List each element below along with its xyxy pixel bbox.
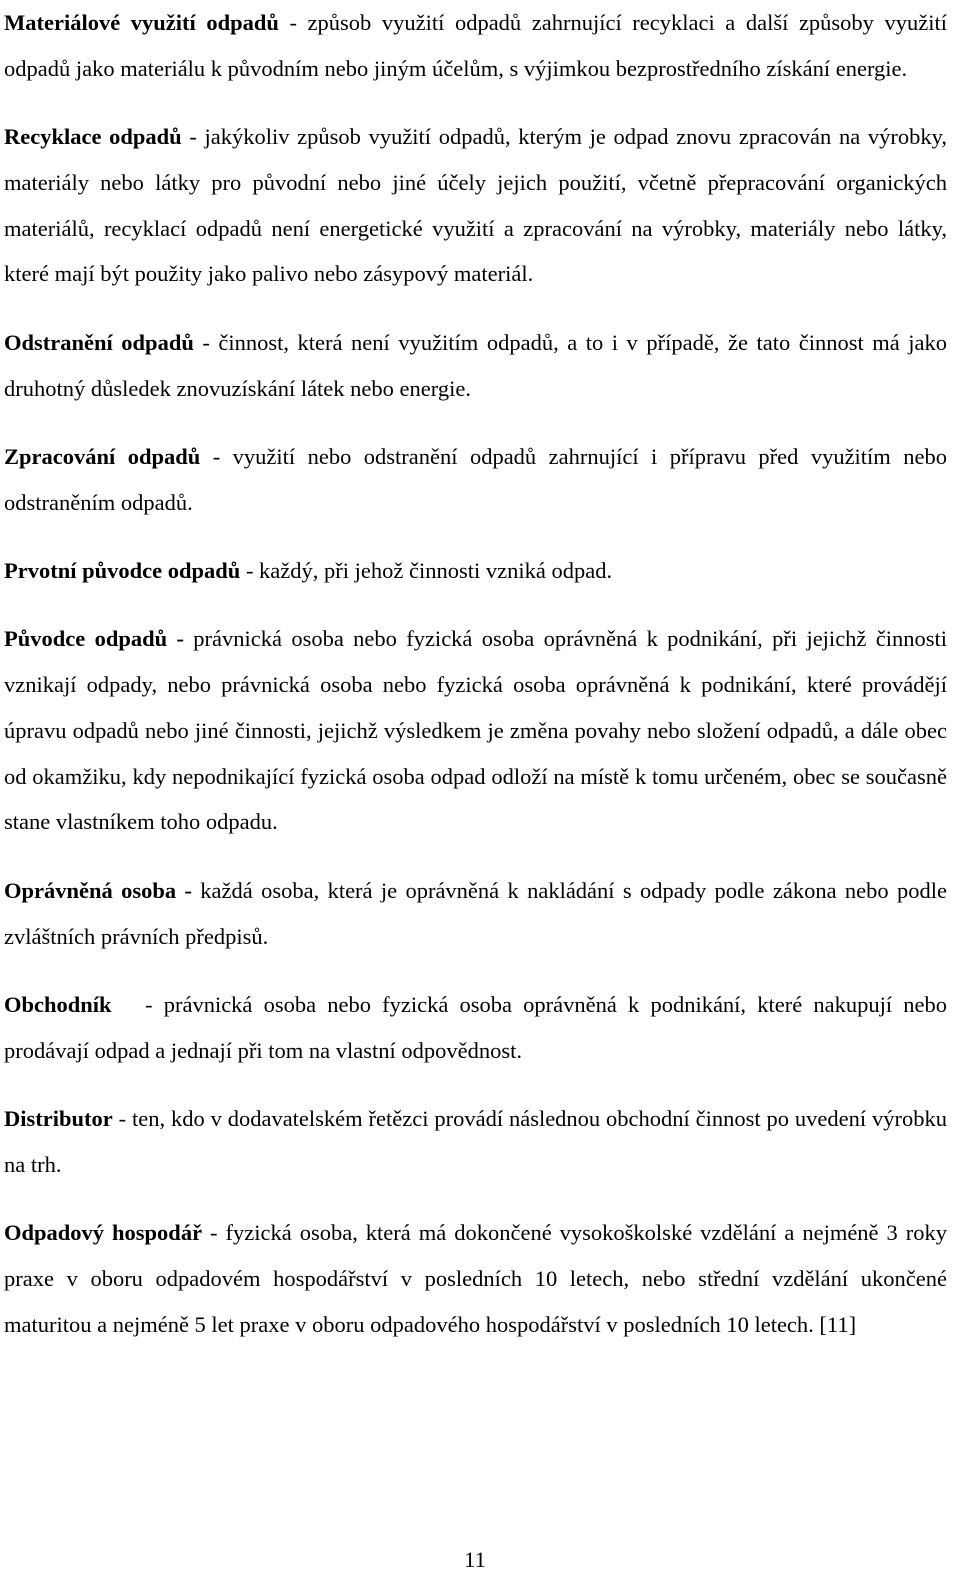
definition-text: - činnost, která není využitím odpadů, a to i v případě, že tato činnost má jako druhotný důsledek znovuzískání látek nebo energie. bbox=[4, 329, 947, 401]
definition-text: každá osoba, která je oprávněná k nakládání s odpady podle zákona nebo podle zvláštních právních předpisů. bbox=[4, 877, 947, 949]
definition-term: Recyklace odpadů bbox=[4, 124, 182, 150]
definition-term: Odstranění odpadů bbox=[4, 329, 194, 355]
definition-text: - jakýkoliv způsob využití odpadů, kterým je odpad znovu zpracován na výrobky, materiály nebo látky pro původní nebo jiné účely jejich použití, včetně přepracování organických materiálů, recyklací odpadů není energetické využití a zpracování na výrobky, materiály nebo látky, které mají být použity jako palivo nebo zásypový materiál. bbox=[4, 124, 948, 287]
page-number: 11 bbox=[464, 1547, 486, 1572]
definition-term: Obchodník bbox=[4, 991, 112, 1017]
definition-term: Odpadový hospodář bbox=[4, 1220, 203, 1246]
definition-odpadovy-hospodar bbox=[4, 1210, 947, 1347]
definition-text: právnická osoba nebo fyzická osoba oprávněná k podnikání, při jejichž činnosti vznikají odpady, nebo právnická osoba nebo fyzická osoba oprávněná k podnikání, které provádějí úpravu odpadů nebo jiné činnosti, jejichž výsledkem je změna povahy nebo složení odpadů, a dále obec od okamžiku, kdy nepodnikající fyzická osoba odpad odloží na místě k tomu určeném, obec se současně stane vlastníkem toho odpadu. bbox=[4, 626, 947, 835]
definition-zpracovani-odpadu bbox=[4, 434, 947, 526]
definition-distributor bbox=[4, 1096, 947, 1188]
definition-text: - právnická osoba nebo fyzická osoba oprávněná k podnikání, které nakupují nebo prodávají odpad a jednají při tom na vlastní odpovědnost. bbox=[4, 991, 953, 1063]
definition-materialove-vyuziti bbox=[4, 0, 947, 92]
definition-term: Prvotní původce odpadů bbox=[4, 557, 241, 583]
definition-text: - využití nebo odstranění odpadů zahrnující i přípravu před využitím nebo odstraněním odpadů. bbox=[4, 443, 947, 515]
document-page bbox=[4, 0, 953, 1347]
definition-odstraneni-odpadu bbox=[4, 320, 947, 412]
definition-text: - každý, při jehož činnosti vzniká odpad. bbox=[240, 557, 613, 583]
definition-text: - ten, kdo v dodavatelském řetězci provádí následnou obchodní činnost po uvedení výrobku na trh. bbox=[4, 1105, 947, 1177]
definition-puvodce-odpadu bbox=[4, 616, 947, 845]
definition-term: Oprávněná osoba - bbox=[4, 877, 192, 903]
definition-prvotni-puvodce bbox=[4, 548, 947, 594]
definition-term: Zpracování odpadů bbox=[4, 443, 201, 469]
definition-text: - způsob využití odpadů zahrnující recyklaci a další způsoby využití odpadů jako materiálu k původním nebo jiným účelům, s výjimkou bezprostředního získání energie. bbox=[4, 10, 947, 81]
definition-term: Distributor bbox=[4, 1105, 113, 1131]
definition-term: Původce odpadů - bbox=[4, 626, 184, 652]
definition-obchodnik bbox=[4, 982, 953, 1074]
definition-opravnena-osoba bbox=[4, 868, 947, 960]
definition-text: - fyzická osoba, která má dokončené vysokoškolské vzdělání a nejméně 3 roky praxe v oboru odpadovém hospodářství v posledních 10 letech, nebo střední vzdělání ukončené maturitou a nejméně 5 let praxe v oboru odpadového hospodářství v posledních 10 letech. [11] bbox=[4, 1220, 947, 1337]
definition-term: Materiálové využití odpadů bbox=[4, 10, 279, 35]
definition-recyklace-odpadu bbox=[4, 114, 947, 297]
